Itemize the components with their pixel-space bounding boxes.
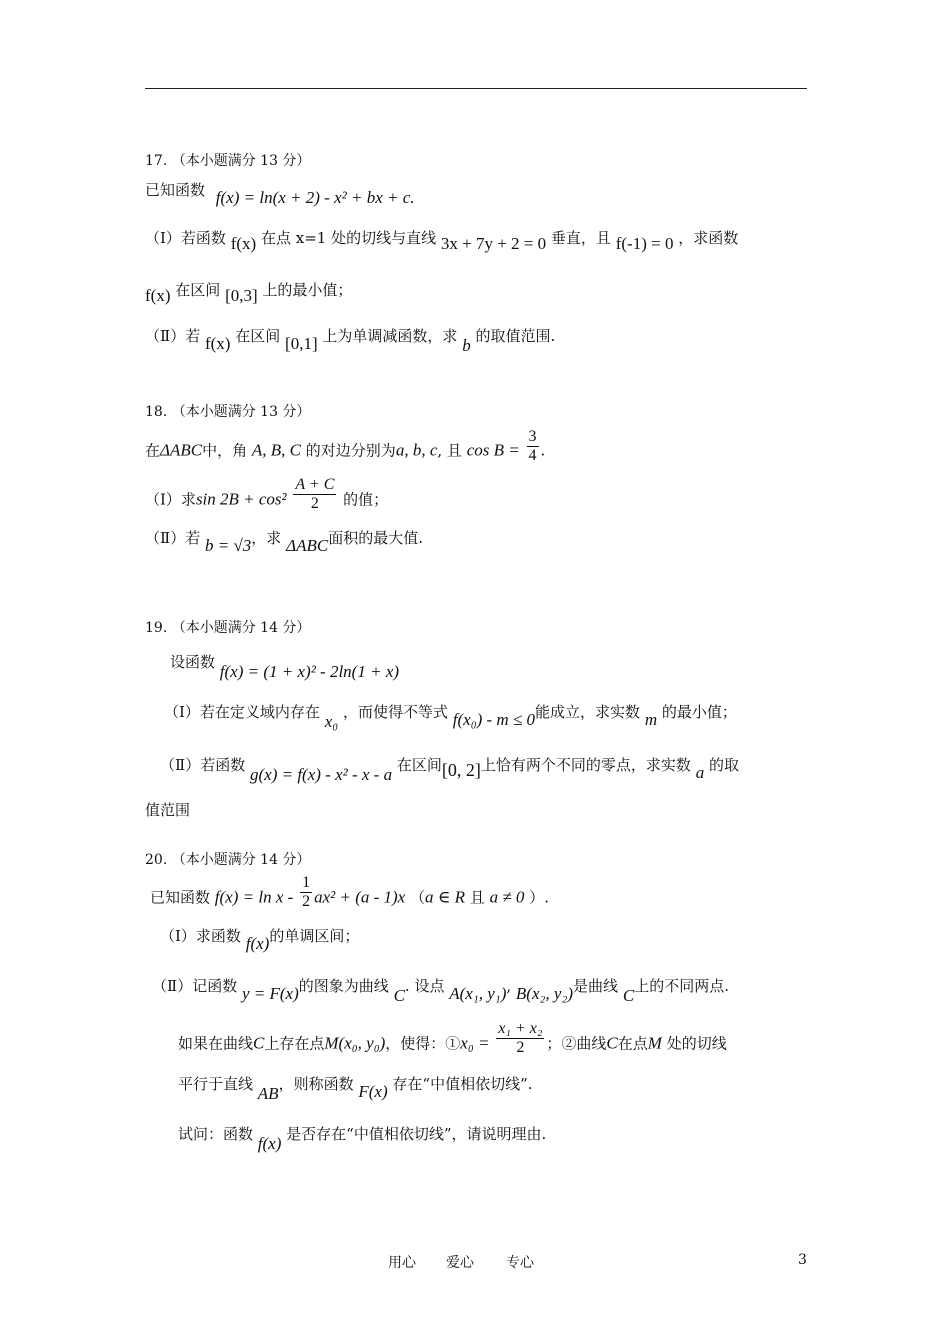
q19-p1-ineq: f(x₀) - m ≤ 0 (452, 710, 536, 729)
q18-p1-frac-den: 2 (310, 495, 319, 512)
q20-p2-C: C (393, 986, 405, 1005)
q20-p2-F: y = F(x) (241, 984, 299, 1003)
q20-frac-den: 2 (302, 893, 311, 910)
q20-intro (150, 874, 549, 911)
q17-intro (145, 180, 415, 207)
q18-p1-expr: sin 2B + cos² (195, 489, 287, 509)
q17-title: 17. （本小题满分 13 分） (145, 153, 311, 169)
q19-part2-cont: 值范围 (145, 801, 191, 819)
q20-intro-end: ）. (529, 888, 549, 907)
q19-p2-g: g(x) = f(x) - x² - x - a (249, 765, 393, 784)
q17-part1-line2 (145, 280, 353, 305)
q19-p2-text2: 上恰有两个不同的零点，求实数 (480, 756, 691, 774)
q20-p3-text3: ，使得：① (385, 1034, 461, 1053)
q19-p2-text3: 的取 (708, 756, 739, 774)
q17-p2-label: （Ⅱ）若 (145, 327, 201, 345)
footer-right: 专心 (506, 1255, 534, 1271)
q17-p1-fx: f(x) (230, 234, 257, 253)
q20-intro-text: 已知函数 (150, 888, 211, 907)
q20-p4-AB: AB (257, 1084, 279, 1103)
q20-p1-fx: f(x) (245, 934, 270, 953)
q20-p4-text2: ，则称函数 (278, 1075, 354, 1093)
q20-part2-line4 (178, 1124, 547, 1153)
q20-p2-label: （Ⅱ）记函数 (152, 977, 238, 995)
q18-intro-text: 在 (145, 441, 161, 460)
q20-intro-fraction (300, 874, 312, 911)
q18-p1-label: （Ⅰ）求 (145, 490, 196, 509)
q20-p3-text4: ；②曲线 (546, 1034, 607, 1053)
q20-p3-x0: x₀ = (460, 1033, 490, 1053)
footer-middle: 爱心 (446, 1255, 474, 1271)
q19-intro-formula: f(x) = (1 + x)² - 2ln(1 + x) (219, 662, 400, 681)
q18-angles: A, B, C (251, 440, 302, 460)
q20-p3-text2: 上存在点 (264, 1034, 325, 1053)
q18-intro-text2: 中，角 (202, 441, 248, 460)
q17-intro-text: 已知函数 (145, 181, 206, 199)
q20-part2-line3 (178, 1074, 533, 1103)
q18-p1-frac-num: A + C (295, 476, 335, 493)
q19-p1-label: （Ⅰ）若在定义域内存在 (164, 703, 320, 721)
q19-p2-label: （Ⅱ）若函数 (160, 756, 246, 774)
q18-p2-cond: b = √3 (204, 536, 252, 555)
q20-p3-text: 如果在曲线 (178, 1034, 254, 1053)
q17-part1-line1 (145, 228, 739, 253)
q18-title: 18. （本小题满分 13 分） (145, 404, 311, 420)
q20-part2-line2 (178, 1020, 727, 1057)
q18-cosb: cos B = (466, 440, 520, 460)
q20-p3-Mpt: M (647, 1033, 662, 1053)
q18-p2-label: （Ⅱ）若 (145, 529, 201, 547)
q20-title: 20. （本小题满分 14 分） (145, 852, 311, 868)
q19-part2 (160, 754, 739, 784)
q17-p1-line-eq: 3x + 7y + 2 = 0 (440, 234, 547, 253)
q20-p2-comma: , (506, 977, 512, 995)
q19-p1-x0: x₀ (324, 712, 339, 731)
q20-intro-formula2: ax² + (a - 1)x (314, 887, 406, 907)
header-rule (145, 88, 807, 89)
q18-part1 (145, 476, 389, 513)
q20-p5-text: 试问：函数 (178, 1125, 254, 1143)
q17-p1-fx2: f(x) (145, 286, 171, 305)
q20-intro-domain: a ∈ R (425, 887, 465, 907)
q19-p2-a: a (695, 763, 705, 782)
q20-p4-F: F(x) (358, 1082, 388, 1101)
q20-p3-text6: 处的切线 (666, 1034, 727, 1053)
q18-intro-end: . (540, 441, 546, 460)
q20-intro-formula: f(x) = ln x - (214, 887, 294, 907)
q20-p5-fx: f(x) (257, 1134, 282, 1153)
q17-p1-text4: 在区间 (175, 281, 221, 299)
q17-intro-formula: f(x) = ln(x + 2) - x² + bx + c. (215, 188, 415, 207)
q17-p2-fx: f(x) (204, 334, 231, 353)
q19-title: 19. （本小题满分 14 分） (145, 620, 311, 636)
q17-p1-text: 在点 x=1 处的切线与直线 (260, 229, 437, 247)
q17-p1-label: （Ⅰ）若函数 (145, 229, 226, 247)
q17-p2-text3: 的取值范围. (475, 327, 556, 345)
q20-p2-text4: 上的不同两点. (634, 977, 729, 995)
q18-p1-text: 的值； (343, 490, 389, 509)
q20-part2 (152, 976, 729, 1005)
q20-p3-M: M(x₀, y₀) (324, 1033, 386, 1053)
q18-intro-text4: , 且 (437, 441, 462, 460)
q20-p3-frac-num: x₁ + x₂ (498, 1020, 543, 1037)
q20-p4-text: 平行于直线 (178, 1075, 254, 1093)
q18-part2 (145, 528, 423, 555)
q18-fraction (527, 428, 539, 465)
q18-frac-den: 4 (528, 447, 537, 464)
q18-triangle: ΔABC (160, 440, 203, 460)
q20-p2-C2: C (622, 986, 635, 1005)
q20-p1-text: 的单调区间； (269, 927, 360, 945)
q20-p2-B: B(x₂, y₂) (515, 984, 574, 1003)
q19-p1-text3: 的最小值； (661, 703, 737, 721)
q17-p1-cond: f(-1) = 0 (615, 234, 674, 253)
q20-p1-label: （Ⅰ）求函数 (160, 927, 241, 945)
q17-p2-b: b (462, 336, 471, 355)
q19-p2-text: 在区间 (396, 756, 442, 774)
q17-part2 (145, 326, 556, 355)
q20-p2-text2: . 设点 (404, 977, 445, 995)
q19-intro (170, 652, 400, 681)
q20-p3-frac-den: 2 (516, 1039, 525, 1056)
q17-p1-text2: 垂直，且 (550, 229, 611, 247)
q19-intro-text: 设函数 (170, 653, 216, 671)
q19-p1-text: ，而使得不等式 (342, 703, 448, 721)
q20-p2-text: 的图象为曲线 (298, 977, 389, 995)
q20-frac-num: 1 (302, 874, 311, 891)
q20-p3-C: C (253, 1033, 265, 1053)
q17-p1-interval: [0,3] (225, 286, 258, 305)
q19-p2-interval: [0, 2] (441, 760, 481, 780)
q20-intro-and: 且 (469, 888, 485, 907)
q18-p2-triangle: ΔABC (286, 536, 329, 555)
q18-p2-text2: 面积的最大值. (328, 529, 423, 547)
q20-p2-A: A(x₁, y₁) (449, 984, 507, 1003)
q18-p1-fraction (293, 476, 336, 513)
q18-frac-num: 3 (528, 428, 537, 445)
q17-p2-interval: [0,1] (285, 334, 318, 353)
footer-left: 用心 (388, 1255, 416, 1271)
q20-p3-C2: C (606, 1033, 618, 1053)
q20-intro-cond: a ≠ 0 (489, 887, 525, 907)
q17-p2-text: 在区间 (235, 327, 281, 345)
q20-p4-text3: 存在“中值相依切线”. (392, 1075, 533, 1093)
q19-p1-text2: 能成立，求实数 (535, 703, 641, 721)
q20-intro-paren: （ (410, 888, 426, 907)
q17-p1-text3: ，求函数 (678, 229, 739, 247)
q19-part1 (164, 702, 737, 731)
q18-sides: a, b, c (395, 440, 438, 460)
q17-p1-text5: 上的最小值； (262, 281, 353, 299)
q17-p2-text2: 上为单调减函数，求 (322, 327, 458, 345)
q20-p2-text3: 是曲线 (573, 977, 619, 995)
page-number: 3 (798, 1252, 807, 1268)
q20-p3-fraction (496, 1020, 544, 1057)
q18-p2-text: ，求 (251, 529, 282, 547)
q19-p1-m: m (644, 710, 658, 729)
q20-p3-text5: 在点 (617, 1034, 648, 1053)
q20-part1 (160, 926, 360, 953)
q20-p5-text2: 是否存在“中值相依切线”，请说明理由. (286, 1125, 547, 1143)
q18-intro (145, 428, 546, 465)
q18-intro-text3: 的对边分别为 (305, 441, 396, 460)
